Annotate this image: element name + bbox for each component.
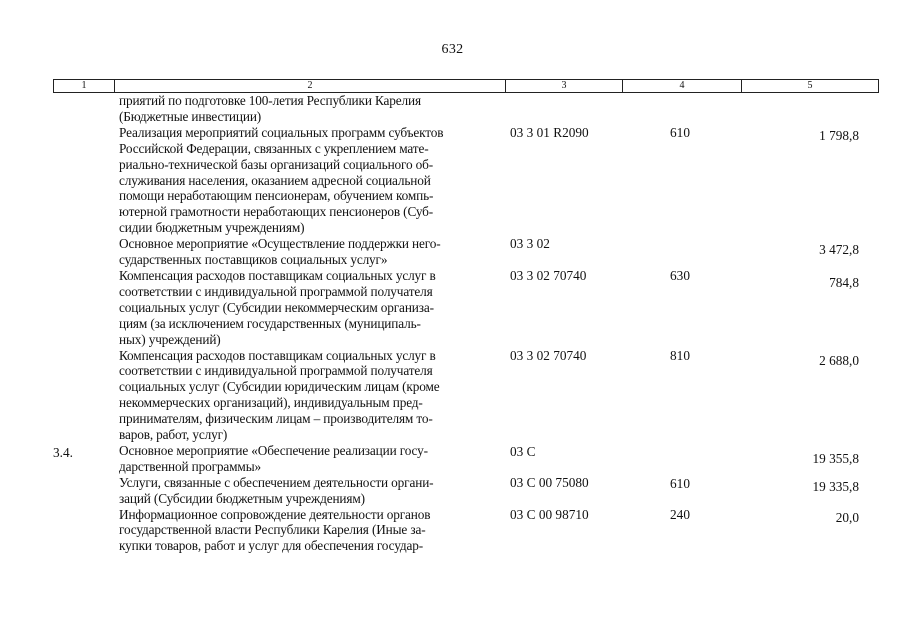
header-col-5: 5 [807, 80, 813, 91]
row-code: 03 3 02 70740 [510, 347, 587, 363]
table-header [53, 79, 879, 93]
table-body [0, 93, 905, 554]
row-description: приятий по подготовке 100-летия Республики Карелия (Бюджетные инвестиции) [119, 93, 421, 124]
row-expense-type: 610 [670, 124, 690, 140]
table-row [0, 475, 905, 507]
header-col-4: 4 [623, 80, 742, 92]
row-code: 03 3 01 R2090 [510, 124, 589, 140]
table-row [0, 268, 905, 348]
row-description: Информационное сопровождение деятельности органов государственной власти Республики Карелия (Иные за- купки товаров, работ и услуг для обеспечения государ- [119, 506, 431, 554]
header-col-2: 2 [115, 80, 506, 92]
row-number: 3.4. [53, 444, 73, 460]
row-amount: 2 688,0 [819, 352, 859, 368]
row-code: 03 3 02 [510, 236, 550, 252]
row-amount: 20,0 [835, 509, 859, 525]
table-row [0, 93, 905, 125]
table-row [0, 443, 905, 475]
row-description: Основное мероприятие «Осуществление поддержки него- сударственных поставщиков социальных услуг» [119, 236, 441, 268]
row-code: 03 С [510, 443, 536, 459]
row-amount: 19 355,8 [812, 450, 859, 466]
header-col-3: 3 [506, 80, 623, 92]
row-code: 03 С 00 98710 [510, 506, 589, 522]
row-expense-type: 630 [670, 267, 690, 283]
row-description: Основное мероприятие «Обеспечение реализации госу- дарственной программы» [119, 442, 428, 474]
row-description: Компенсация расходов поставщикам социальных услуг в соответствии с индивидуальной программой получателя социальных услуг (Субсидии юридическим лицам (кроме некоммерческих организаций), индивидуальным пред- принимателям, физическим лицам – производителям то- варов, работ, услуг) [119, 347, 440, 443]
row-amount: 784,8 [829, 274, 859, 290]
page-number: 632 [441, 42, 464, 57]
header-col-1: 1 [54, 80, 115, 92]
row-expense-type: 240 [670, 506, 690, 522]
row-description: Услуги, связанные с обеспечением деятельности органи- заций (Субсидии бюджетным учреждениям) [119, 474, 434, 506]
row-code: 03 3 02 70740 [510, 267, 587, 283]
row-code: 03 С 00 75080 [510, 474, 589, 490]
table-row [0, 507, 905, 555]
row-description: Реализация мероприятий социальных программ субъектов Российской Федерации, связанных с укреплением мате- риально-технической базы организаций социального об- служивания населения, оказанием адресной социальной помощи неработающим пенсионерам, обучением компь- ютерной грамотности неработающих пенсионеров (Суб- сидии бюджетным учреждениям) [119, 124, 444, 236]
row-amount: 3 472,8 [819, 242, 859, 258]
table-row [0, 236, 905, 268]
table-row [0, 348, 905, 443]
row-amount: 19 335,8 [812, 478, 859, 494]
row-description: Компенсация расходов поставщикам социальных услуг в соответствии с индивидуальной программой получателя социальных услуг (Субсидии некоммерческим организа- циям (за исключением государственных (муниципаль- ных) учреждений) [119, 267, 436, 347]
row-expense-type: 610 [670, 475, 690, 491]
table-row [0, 125, 905, 236]
row-expense-type: 810 [670, 347, 690, 363]
row-amount: 1 798,8 [819, 127, 859, 143]
